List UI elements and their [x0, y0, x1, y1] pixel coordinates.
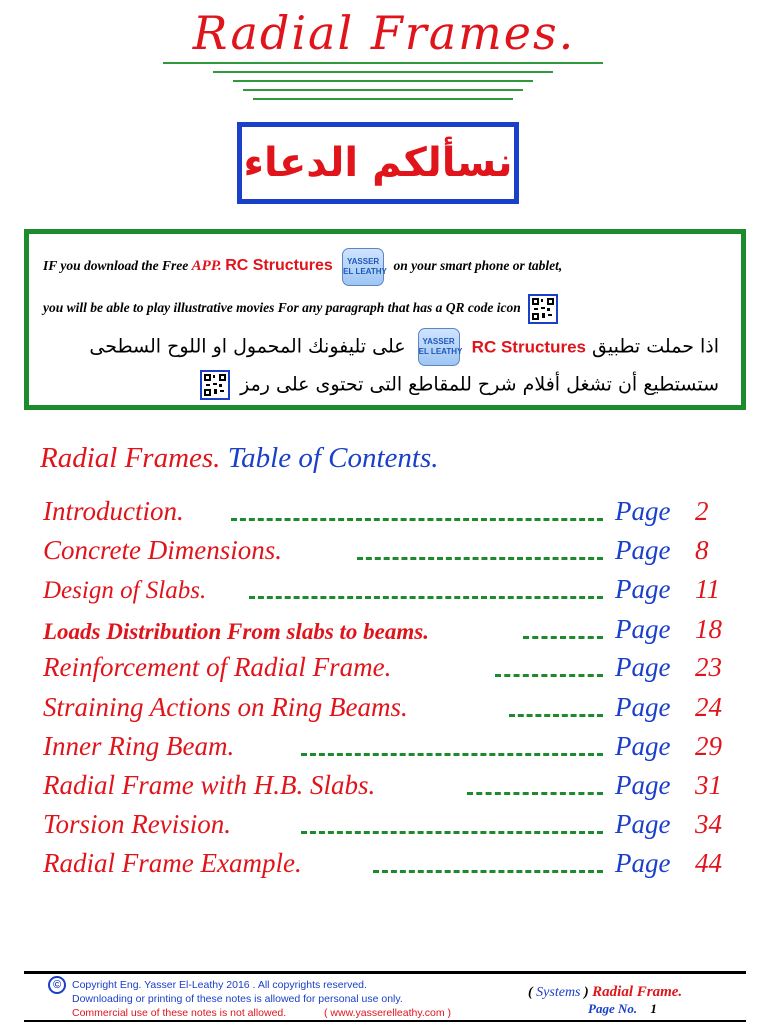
yasser-app-logo-icon[interactable]: YASSER EL LEATHY	[418, 328, 460, 366]
footer-doc-label: ( Systems ) Radial Frame.	[528, 984, 683, 1000]
copyright-icon: ©	[48, 976, 66, 994]
notice-text-ar: على تليفونك المحمول او اللوح السطحى	[89, 335, 406, 358]
toc-item-title: Design of Slabs.	[43, 577, 207, 604]
page-title: Radial Frames.	[192, 6, 576, 60]
toc-item[interactable]	[43, 767, 743, 807]
notice-text-ar: اذا حملت تطبيق	[592, 335, 719, 358]
toc-page-number: 44	[695, 848, 722, 878]
toc-item-title: Loads Distribution From slabs to beams.	[43, 619, 429, 644]
footer-doc-name: Radial Frame.	[592, 984, 683, 1000]
toc-page-label: Page	[615, 692, 671, 722]
toc-heading-label: Table of Contents.	[227, 442, 439, 474]
toc-item-title: Radial Frame with H.B. Slabs.	[43, 770, 376, 800]
toc-item[interactable]	[43, 845, 743, 885]
footer-page	[588, 1001, 657, 1017]
toc-page-number: 8	[695, 535, 709, 565]
yasser-app-logo-icon[interactable]: YASSER EL LEATHY	[342, 248, 384, 286]
toc-item[interactable]	[43, 689, 743, 729]
title-rule-3	[233, 80, 533, 82]
footer-line-3: Commercial use of these notes is not allowed.	[72, 1007, 287, 1019]
toc-page-number: 18	[695, 614, 722, 644]
toc-leader	[231, 518, 603, 521]
toc-leader	[357, 557, 603, 560]
dua-text: نسألكم الدعاء	[243, 140, 513, 186]
footer-systems: Systems	[536, 985, 581, 1000]
footer-text: Copyright	[72, 979, 120, 991]
toc-leader	[509, 714, 603, 717]
toc-page-number: 23	[695, 652, 722, 682]
toc-item-title: Concrete Dimensions.	[43, 535, 282, 565]
dua-box	[237, 122, 519, 204]
toc-leader	[495, 674, 603, 677]
toc-page-label: Page	[615, 770, 671, 800]
toc-item[interactable]	[43, 649, 743, 689]
rc-structures-label: RC Structures	[471, 337, 586, 357]
toc-leader	[301, 753, 603, 756]
app-notice-box	[24, 229, 746, 410]
footer-author: Eng. Yasser El-Leathy 2016	[119, 979, 250, 991]
toc-page-label: Page	[615, 535, 671, 565]
title-rule-2	[213, 71, 553, 73]
toc-page-label: Page	[615, 652, 671, 682]
toc-leader	[249, 596, 603, 599]
toc-page-number: 11	[695, 574, 720, 604]
toc-heading-doc: Radial Frames.	[40, 442, 221, 474]
app-notice-line-1	[43, 248, 562, 286]
title-rule-1	[163, 62, 603, 64]
toc-item-title: Inner Ring Beam.	[43, 731, 235, 761]
toc-leader	[301, 831, 603, 834]
toc-page-label: Page	[615, 731, 671, 761]
footer-rule	[24, 971, 746, 974]
footer-rule-bottom	[24, 1020, 746, 1022]
toc-item[interactable]	[43, 571, 743, 611]
toc-item-title: Introduction.	[43, 496, 184, 526]
toc-item-title: Radial Frame Example.	[43, 848, 302, 878]
title-rule-5	[253, 98, 513, 100]
title-rule-4	[243, 89, 523, 91]
footer-page-label: Page No.	[588, 1001, 638, 1016]
toc-page-number: 29	[695, 731, 722, 761]
toc-item[interactable]	[43, 493, 743, 533]
toc-page-number: 2	[695, 496, 709, 526]
toc-item-title: Reinforcement of Radial Frame.	[43, 652, 392, 682]
qr-code-icon	[200, 370, 230, 400]
footer-line-2: Downloading or printing of these notes is allowed for personal use only.	[72, 993, 403, 1005]
toc-leader	[467, 792, 603, 795]
toc-page-label: Page	[615, 496, 671, 526]
toc-page-number: 34	[695, 809, 722, 839]
toc-item[interactable]	[43, 806, 743, 846]
toc-page-label: Page	[615, 848, 671, 878]
toc-page-label: Page	[615, 809, 671, 839]
toc-page-number: 24	[695, 692, 722, 722]
toc-item[interactable]	[43, 532, 743, 572]
toc-page-label: Page	[615, 574, 671, 604]
app-notice-arabic-line-2	[196, 370, 719, 400]
footer-website-link[interactable]: ( www.yasserelleathy.com )	[324, 1007, 452, 1019]
qr-code-icon	[528, 294, 558, 324]
toc-item[interactable]	[43, 728, 743, 768]
footer-copyright	[72, 979, 367, 991]
app-label: APP.	[191, 258, 222, 275]
toc-heading	[40, 442, 439, 475]
toc-page-number: 31	[695, 770, 722, 800]
toc-leader	[373, 870, 603, 873]
toc-item-title: Straining Actions on Ring Beams.	[43, 692, 408, 722]
toc-item-title: Torsion Revision.	[43, 809, 232, 839]
toc-item[interactable]	[43, 611, 743, 651]
footer-page-number: 1	[650, 1001, 657, 1016]
toc-page-label: Page	[615, 614, 671, 644]
rc-structures-label: RC Structures	[225, 257, 333, 275]
app-notice-line-2	[43, 294, 562, 324]
footer-text: . All copyrights reserved.	[249, 979, 367, 991]
notice-text: you will be able to play illustrative movies For any paragraph that has a QR code icon	[43, 300, 521, 316]
notice-text: on your smart phone or tablet,	[390, 258, 563, 274]
notice-text-ar: ستستطيع أن تشغل أفلام شرح للمقاطع التى تحتوى على رمز	[240, 373, 719, 396]
app-notice-arabic-line-1	[89, 328, 719, 366]
toc-leader	[523, 636, 603, 639]
notice-text: IF you download the Free	[43, 258, 192, 274]
